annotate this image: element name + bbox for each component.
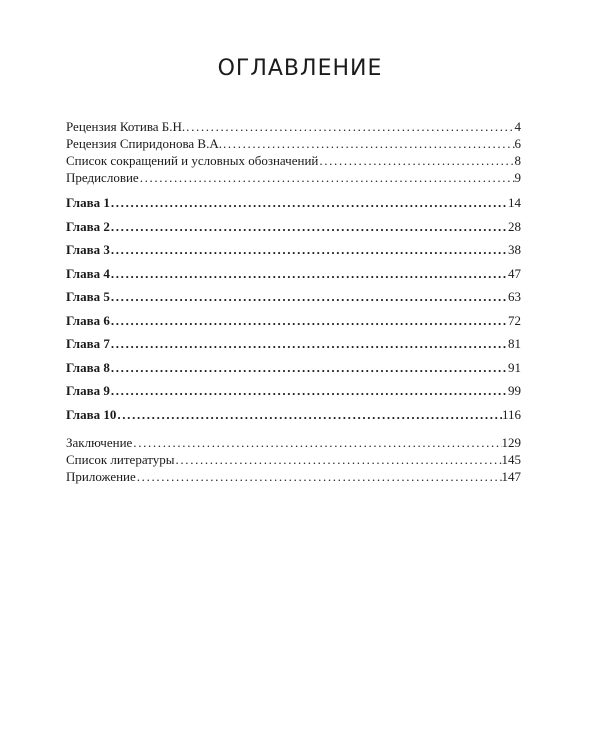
toc-entry-bibliography[interactable] [66, 451, 521, 468]
dot-leader [132, 434, 501, 451]
toc-entry-page: 91 [508, 359, 521, 375]
toc-entry-page: 47 [508, 265, 521, 281]
toc-entry-page: 72 [508, 312, 521, 328]
toc-entry-page: 6 [514, 136, 521, 151]
dot-leader [110, 382, 508, 399]
dot-leader [110, 241, 508, 258]
toc-entry-chapter-6[interactable] [66, 312, 521, 329]
dot-leader [110, 335, 508, 352]
dot-leader [175, 451, 502, 468]
dot-leader [116, 406, 502, 423]
toc-entry-chapter-1[interactable] [66, 194, 521, 211]
toc-entry-label: Глава 3 [66, 242, 110, 257]
toc-entry-page: 81 [508, 336, 521, 351]
toc-entry-page: 116 [501, 406, 521, 422]
dot-leader [222, 135, 515, 152]
toc-entry-abbreviations[interactable] [66, 152, 521, 169]
page-title: ОГЛАВЛЕНИЕ [217, 56, 383, 81]
toc-entry-page: 4 [514, 119, 521, 134]
dot-leader [110, 288, 508, 305]
dot-leader [139, 169, 515, 186]
dot-leader [110, 194, 508, 211]
toc-entry-label: Глава 5 [66, 289, 110, 304]
toc-entry-label: Рецензия Спиридонова В.А. [66, 136, 222, 151]
dot-leader [110, 218, 508, 235]
toc-entry-chapter-9[interactable] [66, 382, 521, 399]
toc-entry-chapter-3[interactable] [66, 241, 521, 258]
toc-entry-conclusion[interactable] [66, 434, 521, 451]
toc-entry-label: Глава 1 [66, 195, 110, 210]
toc-entry-appendix[interactable] [66, 468, 521, 485]
dot-leader [318, 152, 514, 169]
toc-entry-chapter-7[interactable] [66, 335, 521, 352]
toc-entry-page: 9 [514, 170, 521, 185]
toc-entry-chapter-2[interactable] [66, 218, 521, 235]
toc-entry-label: Глава 6 [66, 312, 110, 328]
toc-entry-label: Рецензия Котива Б.Н. [66, 119, 186, 134]
toc-entry-label: Предисловие [66, 170, 139, 185]
toc-entry-chapter-8[interactable] [66, 359, 521, 376]
toc-entry-chapter-10[interactable] [66, 406, 521, 423]
toc-entry-label: Глава 2 [66, 218, 110, 234]
toc-entry-review-kotiv[interactable] [66, 118, 521, 135]
toc-entry-label: Приложение [66, 469, 136, 484]
toc-entry-page: 99 [508, 383, 521, 398]
toc-entry-page: 145 [501, 452, 521, 467]
table-of-contents [66, 118, 521, 485]
toc-entry-page: 147 [501, 469, 521, 484]
toc-entry-label: Список литературы [66, 452, 175, 467]
toc-entry-label: Глава 9 [66, 383, 110, 398]
toc-entry-preface[interactable] [66, 169, 521, 186]
toc-entry-chapter-5[interactable] [66, 288, 521, 305]
dot-leader [110, 359, 508, 376]
toc-entry-chapter-4[interactable] [66, 265, 521, 282]
toc-entry-review-spiridonov[interactable] [66, 135, 521, 152]
toc-entry-label: Глава 10 [66, 406, 117, 422]
dot-leader [110, 312, 508, 329]
toc-entry-page: 63 [508, 289, 521, 304]
dot-leader [185, 118, 514, 135]
toc-entry-label: Глава 4 [66, 265, 110, 281]
toc-entry-page: 28 [508, 218, 521, 234]
toc-entry-label: Список сокращений и условных обозначений [66, 153, 319, 168]
section-spacer [66, 186, 521, 194]
toc-entry-page: 14 [508, 195, 521, 210]
dot-leader [110, 265, 508, 282]
toc-entry-page: 38 [508, 242, 521, 257]
toc-entry-page: 129 [501, 435, 521, 450]
toc-entry-label: Глава 7 [66, 336, 110, 351]
toc-entry-label: Глава 8 [66, 359, 110, 375]
toc-entry-page: 8 [514, 153, 521, 168]
dot-leader [136, 468, 502, 485]
toc-entry-label: Заключение [66, 435, 133, 450]
